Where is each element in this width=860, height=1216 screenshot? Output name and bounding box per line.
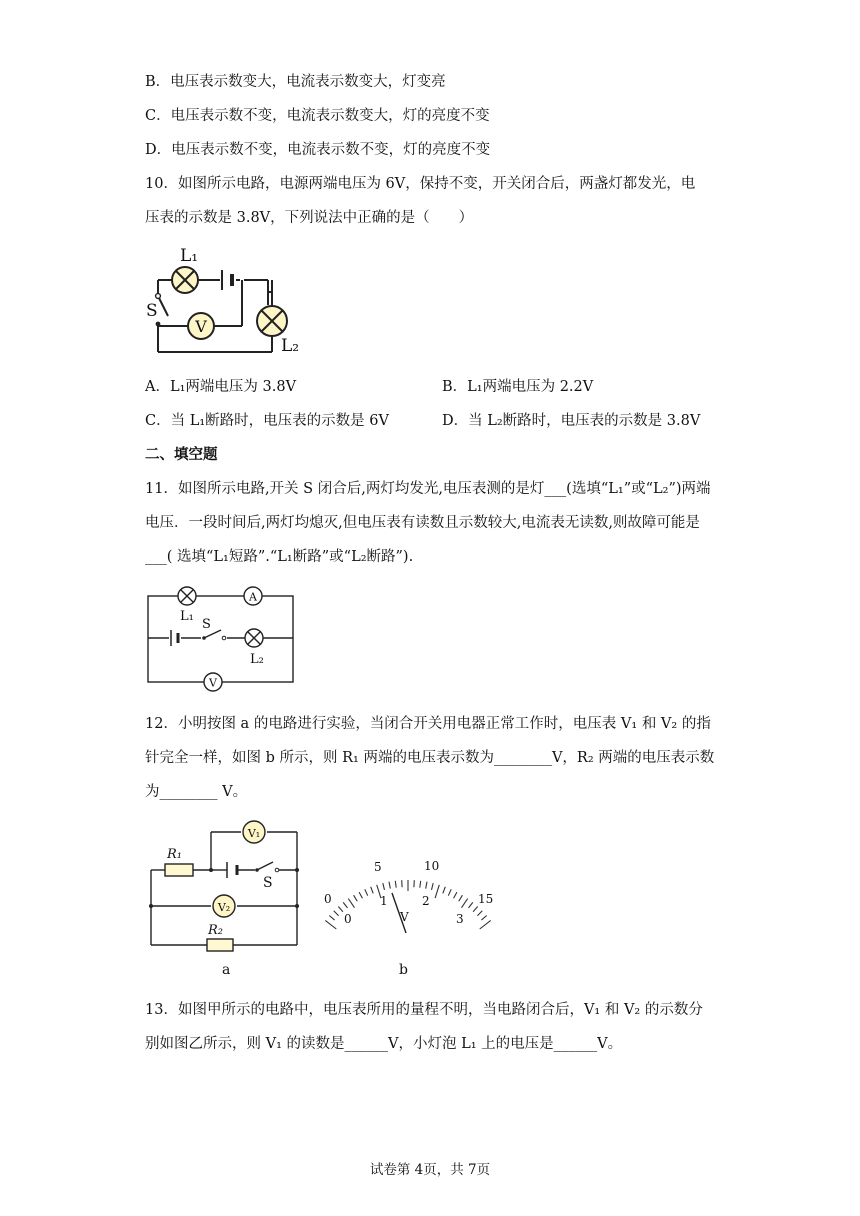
- q11-stem-line1: 11．如图所示电路,开关 S 闭合后,两灯均发光,电压表测的是灯___(选填“L₁”或“L₂”)两端: [145, 481, 711, 497]
- dial-tick: [459, 895, 463, 901]
- q11-ammeter-label: A: [249, 590, 257, 604]
- dial-tick: [477, 911, 482, 916]
- q12-caption-b: b: [399, 962, 408, 978]
- dial-inner-0: 0: [344, 912, 352, 926]
- dial-tick: [443, 887, 446, 894]
- dial-tick: [448, 889, 451, 895]
- lamp-l2-icon: [245, 629, 263, 647]
- dial-unit-label: V: [400, 910, 409, 924]
- q10-option-a: A．L₁两端电压为 3.8V: [145, 379, 297, 395]
- q12-stem-line2: 针完全一样，如图 b 所示，则 R₁ 两端的电压表示数为________V，R₂ 两端的电压表示数: [145, 750, 715, 766]
- dial-tick: [325, 920, 336, 929]
- dial-inner-2: 2: [422, 894, 430, 908]
- dial-tick: [389, 882, 390, 889]
- dial-tick: [420, 881, 421, 888]
- dial-tick: [334, 911, 339, 916]
- q11-l2-label: L₂: [250, 652, 264, 667]
- section-title: 二、填空题: [145, 447, 218, 463]
- dial-tick: [354, 895, 358, 901]
- q9-option-c: C．电压表示数不变，电流表示数变大，灯的亮度不变: [145, 108, 490, 124]
- q10-option-c: C．当 L₁断路时，电压表的示数是 6V: [145, 413, 389, 429]
- q10-circuit-figure: [140, 240, 320, 365]
- dial-tick: [481, 916, 486, 921]
- lamp-l1-icon: [178, 587, 196, 605]
- q10-option-d: D．当 L₂断路时，电压表的示数是 3.8V: [442, 413, 701, 429]
- q12-circuit-figure-a: [145, 818, 310, 983]
- q11-stem-line2: 电压．一段时间后,两灯均熄灭,但电压表有读数且示数较大,电流表无读数,则故障可能是: [145, 515, 700, 531]
- q11-switch-label: S: [202, 617, 211, 632]
- dial-tick: [359, 892, 362, 898]
- q13-stem-line1: 13．如图甲所示的电路中，电压表所用的量程不明，当电路闭合后，V₁ 和 V₂ 的示数分: [145, 1002, 703, 1018]
- q10-stem-line2: 压表的示数是 3.8V，下列说法中正确的是（ ）: [145, 210, 474, 226]
- dial-tick: [338, 907, 343, 912]
- resistor-r1-icon: [165, 864, 193, 876]
- dial-tick: [435, 885, 439, 898]
- dial-outer-0: 0: [324, 892, 332, 906]
- dial-tick: [454, 892, 457, 898]
- q10-option-b: B．L₁两端电压为 2.2V: [442, 379, 594, 395]
- dial-outer-15: 15: [478, 892, 494, 906]
- q10-switch-label: S: [146, 301, 158, 321]
- resistor-r2-icon: [207, 939, 233, 951]
- dial-tick: [426, 882, 427, 889]
- q11-stem-line3: ___( 选填“L₁短路”.“L₁断路”或“L₂断路”).: [145, 549, 414, 565]
- dial-tick: [348, 899, 354, 908]
- dial-tick: [480, 920, 491, 929]
- q13-stem-line2: 别如图乙所示，则 V₁ 的读数是______V，小灯泡 L₁ 上的电压是______V。: [145, 1036, 623, 1052]
- q9-option-d: D．电压表示数不变，电流表示数不变，灯的亮度不变: [145, 142, 491, 158]
- dial-tick: [371, 887, 374, 894]
- dial-tick: [432, 883, 434, 890]
- dial-tick: [329, 916, 334, 921]
- q12-switch-label: S: [263, 875, 273, 891]
- lamp-l1-icon: [172, 267, 198, 293]
- dial-tick: [365, 889, 368, 895]
- q12-r1-label: R₁: [167, 847, 182, 862]
- dial-tick: [462, 899, 468, 908]
- dial-outer-5: 5: [374, 860, 382, 874]
- dial-tick: [343, 902, 347, 908]
- q9-option-b: B．电压表示数变大，电流表示数变大，灯变亮: [145, 74, 446, 90]
- dial-tick: [395, 881, 396, 888]
- q10-voltmeter-label: V: [195, 317, 207, 336]
- page-footer: 试卷第 4页，共 7页: [369, 1162, 491, 1178]
- q12-stem-line3: 为________ V。: [145, 784, 248, 800]
- dial-tick: [383, 883, 385, 890]
- lamp-l2-icon: [257, 306, 287, 336]
- q11-circuit-figure: [143, 586, 303, 694]
- q12-stem-line1: 12．小明按图 a 的电路进行实验，当闭合开关用电器正常工作时，电压表 V₁ 和 V₂ 的指: [145, 716, 711, 732]
- dial-tick: [473, 907, 478, 912]
- q11-l1-label: L₁: [180, 609, 194, 624]
- dial-inner-1: 1: [380, 894, 388, 908]
- q10-l1-label: L₁: [180, 246, 199, 266]
- q12-caption-a: a: [222, 962, 231, 978]
- q10-l2-label: L₂: [281, 336, 300, 356]
- q10-stem-line1: 10．如图所示电路，电源两端电压为 6V，保持不变，开关闭合后，两盏灯都发光，电: [145, 176, 696, 192]
- dial-outer-10: 10: [424, 859, 440, 873]
- dial-inner-3: 3: [456, 912, 464, 926]
- q11-voltmeter-label: V: [209, 676, 217, 690]
- q12-r2-label: R₂: [208, 923, 223, 938]
- q12-voltmeter-dial-b: [320, 855, 500, 945]
- q12-v2-label: V₂: [217, 901, 231, 914]
- dial-tick: [469, 902, 473, 908]
- q12-v1-label: V₁: [247, 827, 261, 840]
